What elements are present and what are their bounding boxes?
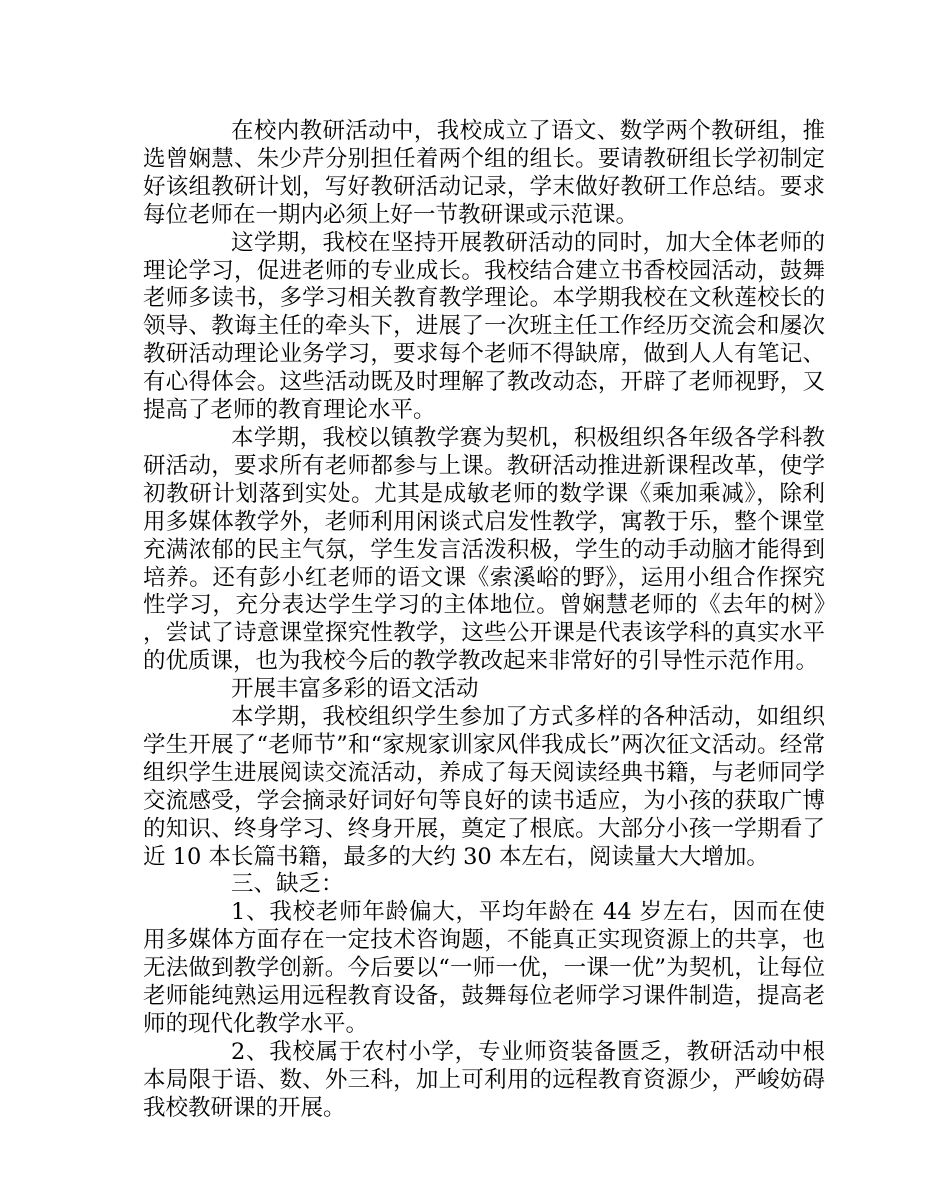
paragraph-student-activities: 本学期，我校组织学生参加了方式多样的各种活动，如组织学生开展了“老师节”和“家规家训家风伴我成长”两次征文活动。经常组织学生进展阅读交流活动，养成了每天阅读经典书籍，与老师同学交流感受，学会摘录好词好句等良好的读书适应，为小孩的获取广博的知识、终身学习、终身开展，奠定了根底。大部分小孩一学期看了近 10 本长篇书籍，最多的大约 30 本左右，阅读量大大增加。: [143, 704, 825, 870]
paragraph-teacher-theory-study: 这学期，我校在坚持开展教研活动的同时，加大全体老师的理论学习，促进老师的专业成长。我校结合建立书香校园活动，鼓舞老师多读书，多学习相关教育教学理论。本学期我校在文秋莲校长的领导、教诲主任的牵头下，进展了一次班主任工作经历交流会和屡次教研活动理论业务学习，要求每个老师不得缺席，做到人人有笔记、有心得体会。这些活动既及时理解了教改动态，开辟了老师视野，又提高了老师的教育理论水平。: [143, 229, 825, 424]
paragraph-teaching-competition: 本学期，我校以镇教学赛为契机，积极组织各年级各学科教研活动，要求所有老师都参与上课。教研活动推进新课程改革，使学初教研计划落到实处。尤其是成敏老师的数学课《乘加乘减》，除利用多媒体教学外，老师利用闲谈式启发性教学，寓教于乐，整个课堂充满浓郁的民主气氛，学生发言活泼积极，学生的动手动脑才能得到培养。还有彭小红老师的语文课《索溪峪的野》，运用小组合作探究性学习，充分表达学生学习的主体地位。曾娴慧老师的《去年的树》，尝试了诗意课堂探究性教学，这些公开课是代表该学科的真实水平的优质课，也为我校今后的教学教改起来非常好的引导性示范作用。: [143, 424, 825, 675]
section-heading-shortcomings: 三、缺乏：: [231, 871, 344, 898]
paragraph-shortcoming-1: 1、我校老师年龄偏大，平均年龄在 44 岁左右，因而在使用多媒体方面存在一定技术咨询题，不能真正实现资源上的共享，也无法做到教学创新。今后要以“一师一优，一课一优”为契机，让每位老师能纯熟运用远程教育设备，鼓舞每位老师学习课件制造，提高老师的现代化教学水平。: [143, 899, 825, 1037]
section-heading-chinese-activities: 开展丰富多彩的语文活动: [231, 676, 479, 703]
document-body: [143, 118, 825, 1123]
paragraph-shortcoming-2: 2、我校属于农村小学，专业师资装备匮乏，教研活动中根本局限于语、数、外三科，加上可利用的远程教育资源少，严峻妨碍我校教研课的开展。: [143, 1038, 825, 1121]
paragraph-school-research-groups: 在校内教研活动中，我校成立了语文、数学两个教研组，推选曾娴慧、朱少芹分别担任着两个组的组长。要请教研组长学初制定好该组教研计划，写好教研活动记录，学末做好教研工作总结。要求每位老师在一期内必须上好一节教研课或示范课。: [143, 118, 825, 228]
